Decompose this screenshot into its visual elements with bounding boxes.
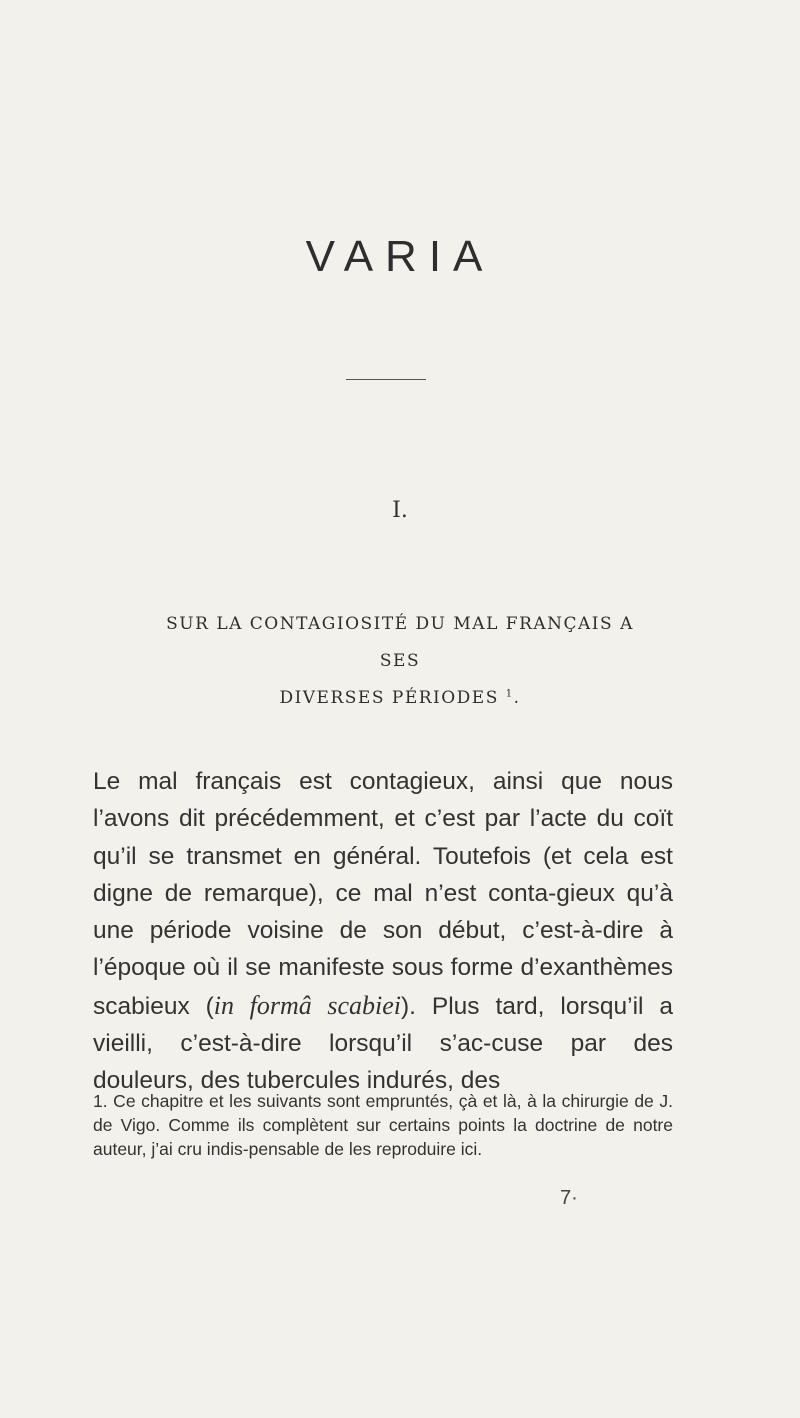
chapter-number: I. [392, 498, 408, 523]
section-title: VARIA [305, 232, 495, 281]
chapter-heading-line2: DIVERSES PÉRIODES [279, 688, 499, 708]
footnote: 1. Ce chapitre et les suivants sont empruntés, çà et là, à la chirurgie de J. de Vigo. Comme ils complètent sur certains points la doctrine de notre auteur, j’ai cru indis-pensable de les reproduire ici. [93, 1091, 673, 1160]
chapter-heading: SUR LA CONTAGIOSITÉ DU MAL FRANÇAIS A SES DIVERSES PÉRIODES $^1$. [166, 614, 634, 708]
divider-rule [346, 379, 426, 380]
chapter-heading-line1: SUR LA CONTAGIOSITÉ DU MAL FRANÇAIS A SES [166, 614, 634, 671]
body-text-italic: in formâ scabiei [213, 990, 401, 1020]
body-text-after: ). Plus tard, lorsqu’il a vieilli, c’est-à-dire lorsqu’il s’ac-cuse par des douleurs, des tubercules indurés, des [93, 992, 673, 1095]
body-paragraph [93, 763, 673, 1100]
page-number: 7· [560, 1187, 578, 1209]
body-text-before: Le mal français est contagieux, ainsi que nous l’avons dit précédemment, et c’est par l’acte du coït qu’il se transmet en général. Toutefois (et cela est digne de remarque), ce mal n’est conta-gieux qu’à une période voisine de son début, c’est-à-dire à l’époque où il se manifeste sous forme d’exanthèmes scabieux ( [93, 768, 673, 1020]
footnote-marker: 1 [505, 688, 514, 700]
